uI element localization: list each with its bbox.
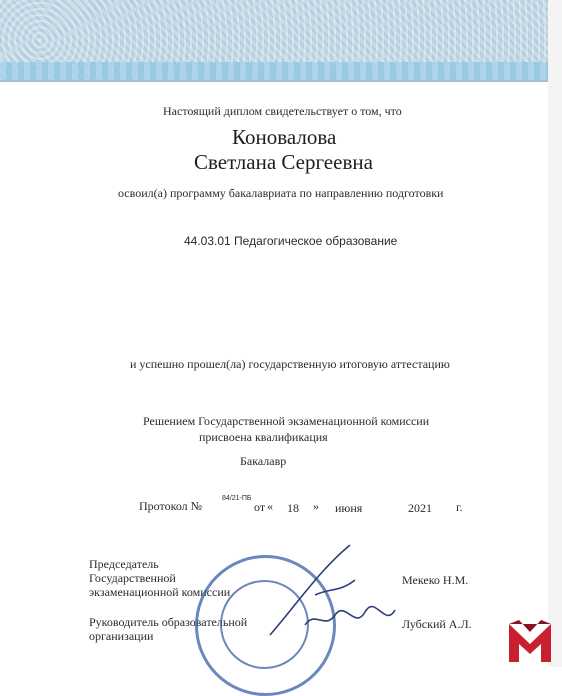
protocol-year-suffix: г. — [456, 500, 463, 514]
decision-line-1: Решением Государственной экзаменационной комиссии — [143, 414, 430, 428]
chair-line-1: Председатель — [89, 557, 159, 571]
chair-line-3: экзаменационной комиссии — [89, 585, 231, 599]
protocol-day: 18 — [287, 501, 299, 515]
graduate-given-names: Светлана Сергеевна — [194, 150, 373, 174]
banner-stripe — [0, 62, 548, 80]
attestation-text: и успешно прошел(ла) государственную итоговую аттестацию — [130, 357, 450, 371]
quote-close: » — [313, 499, 319, 513]
protocol-from: от — [254, 500, 266, 514]
chair-line-2: Государственной — [89, 571, 176, 585]
decision-line-2: присвоена квалификация — [199, 430, 328, 444]
qualification: Бакалавр — [240, 454, 287, 468]
quote-open: « — [267, 499, 273, 513]
m-logo-icon — [505, 618, 555, 664]
head-name: Лубский А.Л. — [402, 617, 472, 631]
head-line-2: организации — [89, 629, 154, 643]
chair-name: Мекеко Н.М. — [402, 573, 469, 587]
program-text: освоил(а) программу бакалавриата по направлению подготовки — [118, 186, 444, 200]
head-signature — [300, 600, 400, 640]
page-edge — [548, 0, 562, 667]
certify-text: Настоящий диплом свидетельствует о том, что — [163, 104, 402, 118]
specialty: 44.03.01 Педагогическое образование — [184, 234, 398, 248]
graduate-surname: Коновалова — [232, 125, 337, 149]
protocol-number: 84/21-ПБ — [222, 495, 252, 502]
head-line-1: Руководитель образовательной — [89, 615, 248, 629]
protocol-month: июня — [335, 501, 363, 515]
protocol-label: Протокол № — [139, 499, 203, 513]
protocol-year: 2021 — [408, 501, 432, 515]
